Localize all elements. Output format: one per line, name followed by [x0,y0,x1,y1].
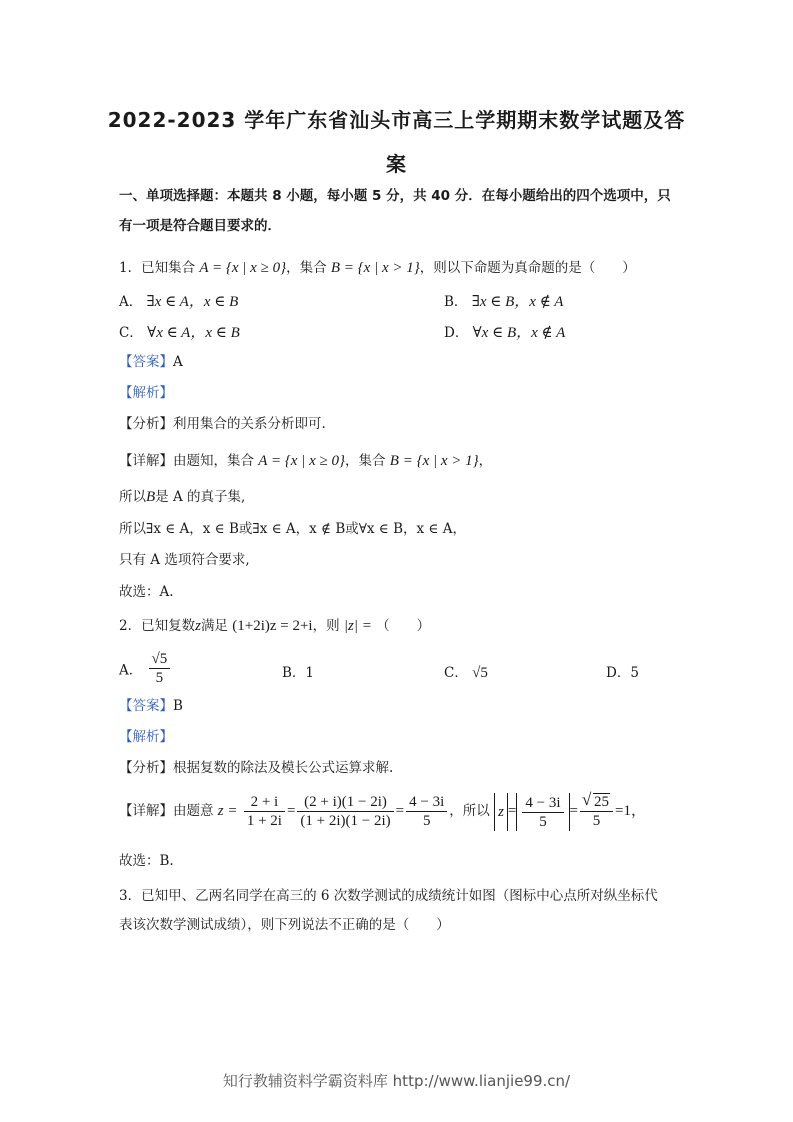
q2-stem-prefix: 2．已知复数 [119,618,196,634]
q2-equation: (1+2i)z = 2+i [232,618,313,634]
q2-answer [119,696,183,716]
q1-set-a: A = {x | x ≥ 0} [199,260,287,276]
q2-fraction-5-numerator [580,793,613,812]
q2-option-a-numerator: √5 [149,650,171,669]
q2-xiangjie-prefix: 由题意 [173,803,214,819]
q1-option-b-label: B． [444,294,468,310]
q1-option-d-math: ∀x ∈ B，x ∉ A [472,325,566,341]
q1-fenxi [119,414,326,434]
q1-option-c-math: ∀x ∈ A，x ∈ B [147,325,240,341]
q1-option-a-label: A． [119,294,143,310]
q2-fenxi [119,758,393,778]
q2-fraction-5 [580,793,613,830]
q2-xiangjie: 【详解】由题意 z = $\frac{2 + i}{1 + 2i}$ = $\frac{(2 + i)(1 - 2i)}{(1 + 2i)(1 - 2i)}$ = $\frac{4 - 3i}{5}$ ，所以 z = $\frac{4 - 3i}{5}$ = √ $\frac{25}{5}$ =1， [119,792,646,831]
q2-xiangjie-mid: ，所以 [449,803,490,819]
q2-fraction-2-numerator: (2 + i)(1 − 2i) [297,793,393,812]
q2-fraction-4 [522,794,563,831]
q2-fraction-3-numerator: 4 − 3i [406,793,447,812]
q1-xiangjie-set-b: B = {x | x > 1} [389,453,479,469]
q2-fraction-4-denominator: 5 [539,813,547,830]
q1-option-d [444,321,565,342]
q1-line2 [119,487,245,507]
q2-z: z [195,618,201,634]
q1-line2-suffix: 是 A 的真子集, [155,489,246,505]
q1-option-b [444,290,563,311]
q1-answer-value: A [173,354,183,370]
q2-option-a-fraction [149,650,171,687]
q2-option-c [444,661,488,682]
q2-fenxi-text: 根据复数的除法及模长公式运算求解. [173,760,394,776]
q1-line4: 只有 A 选项符合要求, [119,552,250,568]
q2-fraction-2-denominator: (1 + 2i)(1 − 2i) [300,813,391,829]
q1-line5: 故选：A. [119,584,174,600]
q2-fraction-1-numerator: 2 + i [244,793,285,812]
q1-xiangjie [119,451,492,471]
document-title-line1: 2022-2023 学年广东省汕头市高三上学期期末数学试题及答 [107,108,686,132]
q2-option-a-label: A． [119,662,143,679]
q2-answer-value: B [173,698,183,714]
q1-option-d-label: D． [444,325,469,341]
q2-fenxi-tag: 【分析】 [119,760,173,776]
q1-fenxi-tag: 【分析】 [119,416,173,432]
q2-abs-fraction [516,793,569,831]
q2-option-b: B．1 [282,665,315,681]
q2-z-equals: z = [217,803,238,819]
q1-jiexi-tag: 【解析】 [119,385,173,401]
q1-line2-b: B [146,489,156,505]
q1-xiangjie-tag: 【详解】 [119,453,173,469]
q1-set-b: B = {x | x > 1} [330,260,420,276]
q1-option-b-math: ∃x ∈ B，x ∉ A [471,294,564,310]
q2-option-d: D．5 [606,665,639,681]
q3-stem-line2: 表该次数学测试成绩），则下列说法不正确的是（ ） [119,917,450,933]
q1-stem-suffix: ，则以下命题为真命题的是（ ） [419,260,636,276]
q1-option-a [119,290,238,311]
q2-fraction-4-numerator: 4 − 3i [522,794,563,813]
q2-jiexi-tag: 【解析】 [119,729,173,745]
q2-result: =1， [614,803,646,819]
q1-stem [119,258,636,278]
sqrt-icon: √ 25 [583,793,610,811]
q2-line-end: 故选：B. [119,853,174,869]
q2-option-c-label: C． [444,665,468,681]
q2-abs-lhs: z [494,793,508,831]
q2-option-c-math: √5 [472,665,488,681]
document-title-line2: 案 [386,152,407,176]
q2-option-a-denominator: 5 [155,670,164,686]
q2-stem-suffix: （ ） [376,618,431,634]
q2-stem-mid: 满足 [200,618,228,634]
q2-stem-mid2: ，则 [312,618,340,634]
section-heading-line2: 有一项是符合题目要求的． [119,218,281,234]
q1-line3: 所以∃x ∈ A，x ∈ B或∃x ∈ A，x ∉ B或∀x ∈ B，x ∈ A， [119,521,466,537]
q2-fraction-1-denominator: 1 + 2i [246,813,282,829]
q1-answer-tag: 【答案】 [119,354,173,370]
q1-answer [119,352,183,372]
q1-fenxi-text: 利用集合的关系分析即可. [173,416,326,432]
q1-stem-prefix: 1．已知集合 [119,260,196,276]
q2-answer-tag: 【答案】 [119,698,173,714]
q2-fraction-3-denominator: 5 [422,813,431,829]
footer-watermark: 知行教辅资料学霸资料库 http://www.lianjie99.cn/ [222,1072,571,1090]
q1-xiangjie-prefix: 由题知，集合 [173,453,254,469]
q1-xiangjie-end: ， [478,453,493,469]
q1-stem-mid: ，集合 [286,260,327,276]
q2-fraction-5-denominator: 5 [592,813,601,829]
q3-stem-line1: 3．已知甲、乙两名同学在高三的 6 次数学测试的成绩统计如图（图标中心点所对纵坐标代 [119,888,658,904]
q2-stem [119,616,430,636]
section-heading-line1: 一、单项选择题：本题共 8 小题，每小题 5 分，共 40 分．在每小题给出的四个选项中，只 [119,188,671,204]
q2-xiangjie-tag: 【详解】 [119,803,173,819]
q2-fraction-2 [297,793,393,830]
q2-abs-z: |z| = [343,618,372,634]
q1-option-a-math: ∃x ∈ A，x ∈ B [146,294,239,310]
q2-fraction-3 [406,793,447,830]
q1-line2-prefix: 所以 [119,489,146,505]
q1-xiangjie-set-a: A = {x | x ≥ 0} [258,453,345,469]
q1-option-c-label: C． [119,325,143,341]
q1-option-c [119,321,240,342]
q1-xiangjie-mid: ，集合 [344,453,386,469]
q2-option-a [119,650,172,687]
q2-fraction-1 [244,793,285,830]
